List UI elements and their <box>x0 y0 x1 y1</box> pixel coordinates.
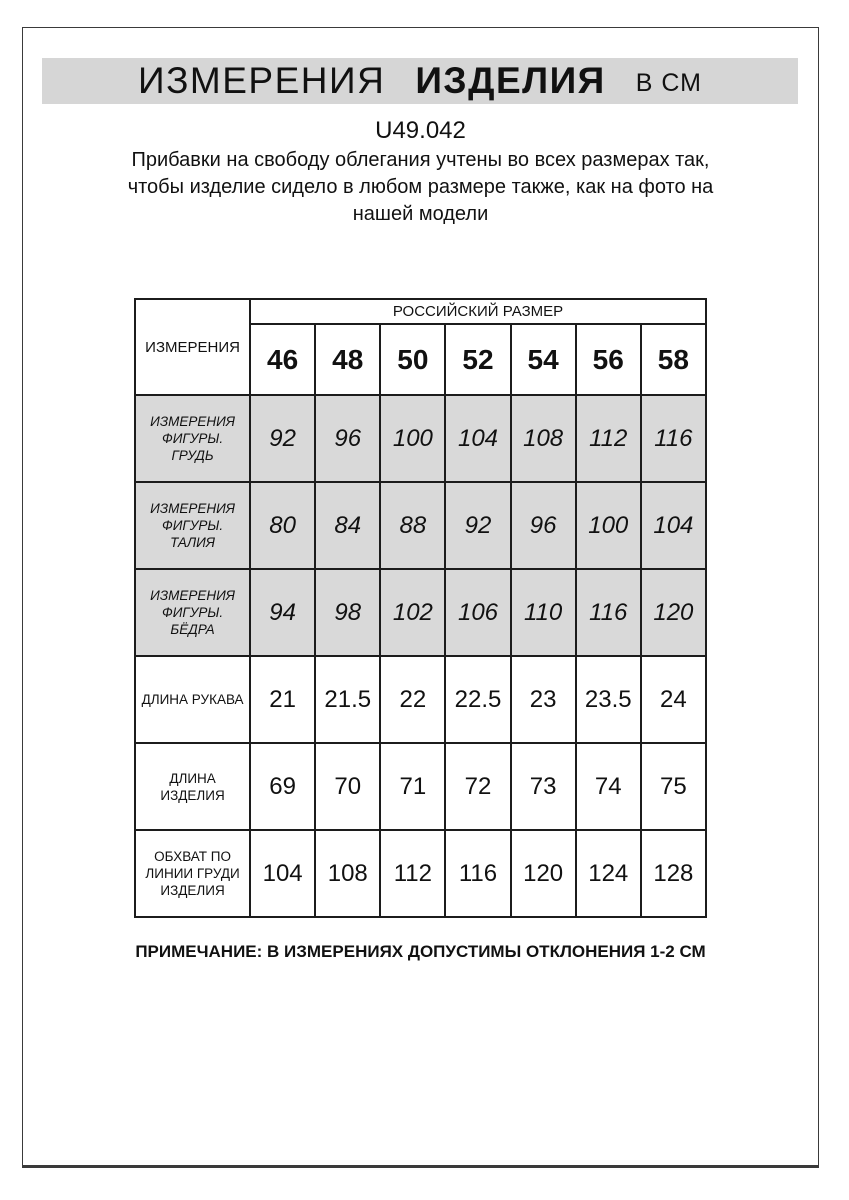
row-label-cell: ИЗМЕРЕНИЯ ФИГУРЫ. БЁДРА <box>135 569 250 656</box>
note-text: ПРИМЕЧАНИЕ: В ИЗМЕРЕНИЯХ ДОПУСТИМЫ ОТКЛОНЕНИЯ 1-2 СМ <box>135 942 706 961</box>
row-label-cell: ОБХВАТ ПО ЛИНИИ ГРУДИ ИЗДЕЛИЯ <box>135 830 250 917</box>
value-cell: 23.5 <box>576 656 641 743</box>
title-bar <box>42 58 798 104</box>
value-cell: 116 <box>641 395 706 482</box>
value-cell: 72 <box>445 743 510 830</box>
value-cell: 96 <box>511 482 576 569</box>
value-cell: 73 <box>511 743 576 830</box>
table-row <box>135 395 706 482</box>
value-cell: 69 <box>250 743 315 830</box>
table-row <box>135 830 706 917</box>
table-body <box>135 395 706 917</box>
value-cell: 104 <box>641 482 706 569</box>
value-cell: 22.5 <box>445 656 510 743</box>
value-cell: 74 <box>576 743 641 830</box>
russian-size-header-cell: РОССИЙСКИЙ РАЗМЕР <box>250 299 706 324</box>
value-cell: 88 <box>380 482 445 569</box>
article-code: U49.042 <box>375 117 466 144</box>
title-measurements: ИЗМЕРЕНИЯ <box>137 60 386 101</box>
size-header-cell: 58 <box>641 324 706 395</box>
size-header-cell: 46 <box>250 324 315 395</box>
value-cell: 70 <box>315 743 380 830</box>
title-product: ИЗДЕЛИЯ <box>415 60 606 101</box>
value-cell: 112 <box>576 395 641 482</box>
row-label-cell: ИЗМЕРЕНИЯ ФИГУРЫ. ГРУДЬ <box>135 395 250 482</box>
table-row <box>135 656 706 743</box>
row-label-cell: ДЛИНА ИЗДЕЛИЯ <box>135 743 250 830</box>
value-cell: 108 <box>511 395 576 482</box>
value-cell: 96 <box>315 395 380 482</box>
value-cell: 124 <box>576 830 641 917</box>
value-cell: 116 <box>445 830 510 917</box>
value-cell: 104 <box>445 395 510 482</box>
value-cell: 22 <box>380 656 445 743</box>
value-cell: 84 <box>315 482 380 569</box>
value-cell: 98 <box>315 569 380 656</box>
value-cell: 92 <box>250 395 315 482</box>
value-cell: 106 <box>445 569 510 656</box>
table-row <box>135 482 706 569</box>
row-label-cell: ИЗМЕРЕНИЯ ФИГУРЫ. ТАЛИЯ <box>135 482 250 569</box>
value-cell: 75 <box>641 743 706 830</box>
value-cell: 100 <box>576 482 641 569</box>
value-cell: 112 <box>380 830 445 917</box>
value-cell: 120 <box>641 569 706 656</box>
value-cell: 120 <box>511 830 576 917</box>
value-cell: 94 <box>250 569 315 656</box>
size-group-row <box>135 299 706 324</box>
value-cell: 100 <box>380 395 445 482</box>
value-cell: 24 <box>641 656 706 743</box>
size-header-cell: 56 <box>576 324 641 395</box>
document-page <box>22 27 819 1168</box>
value-cell: 116 <box>576 569 641 656</box>
value-cell: 108 <box>315 830 380 917</box>
value-cell: 23 <box>511 656 576 743</box>
size-table <box>134 298 707 918</box>
value-cell: 102 <box>380 569 445 656</box>
value-cell: 110 <box>511 569 576 656</box>
value-cell: 80 <box>250 482 315 569</box>
value-cell: 21.5 <box>315 656 380 743</box>
value-cell: 104 <box>250 830 315 917</box>
row-label-cell: ДЛИНА РУКАВА <box>135 656 250 743</box>
size-header-cell: 50 <box>380 324 445 395</box>
table-row <box>135 569 706 656</box>
value-cell: 92 <box>445 482 510 569</box>
size-header-cell: 52 <box>445 324 510 395</box>
value-cell: 128 <box>641 830 706 917</box>
value-cell: 21 <box>250 656 315 743</box>
value-cell: 71 <box>380 743 445 830</box>
size-header-cell: 54 <box>511 324 576 395</box>
table-row <box>135 743 706 830</box>
description-text: Прибавки на свободу облегания учтены во всех размерах так, чтобы изделие сидело в любом размере также, как на фото на нашей модели <box>127 149 714 225</box>
measurements-header-cell: ИЗМЕРЕНИЯ <box>135 299 250 395</box>
title-unit: В СМ <box>635 68 703 97</box>
size-header-cell: 48 <box>315 324 380 395</box>
